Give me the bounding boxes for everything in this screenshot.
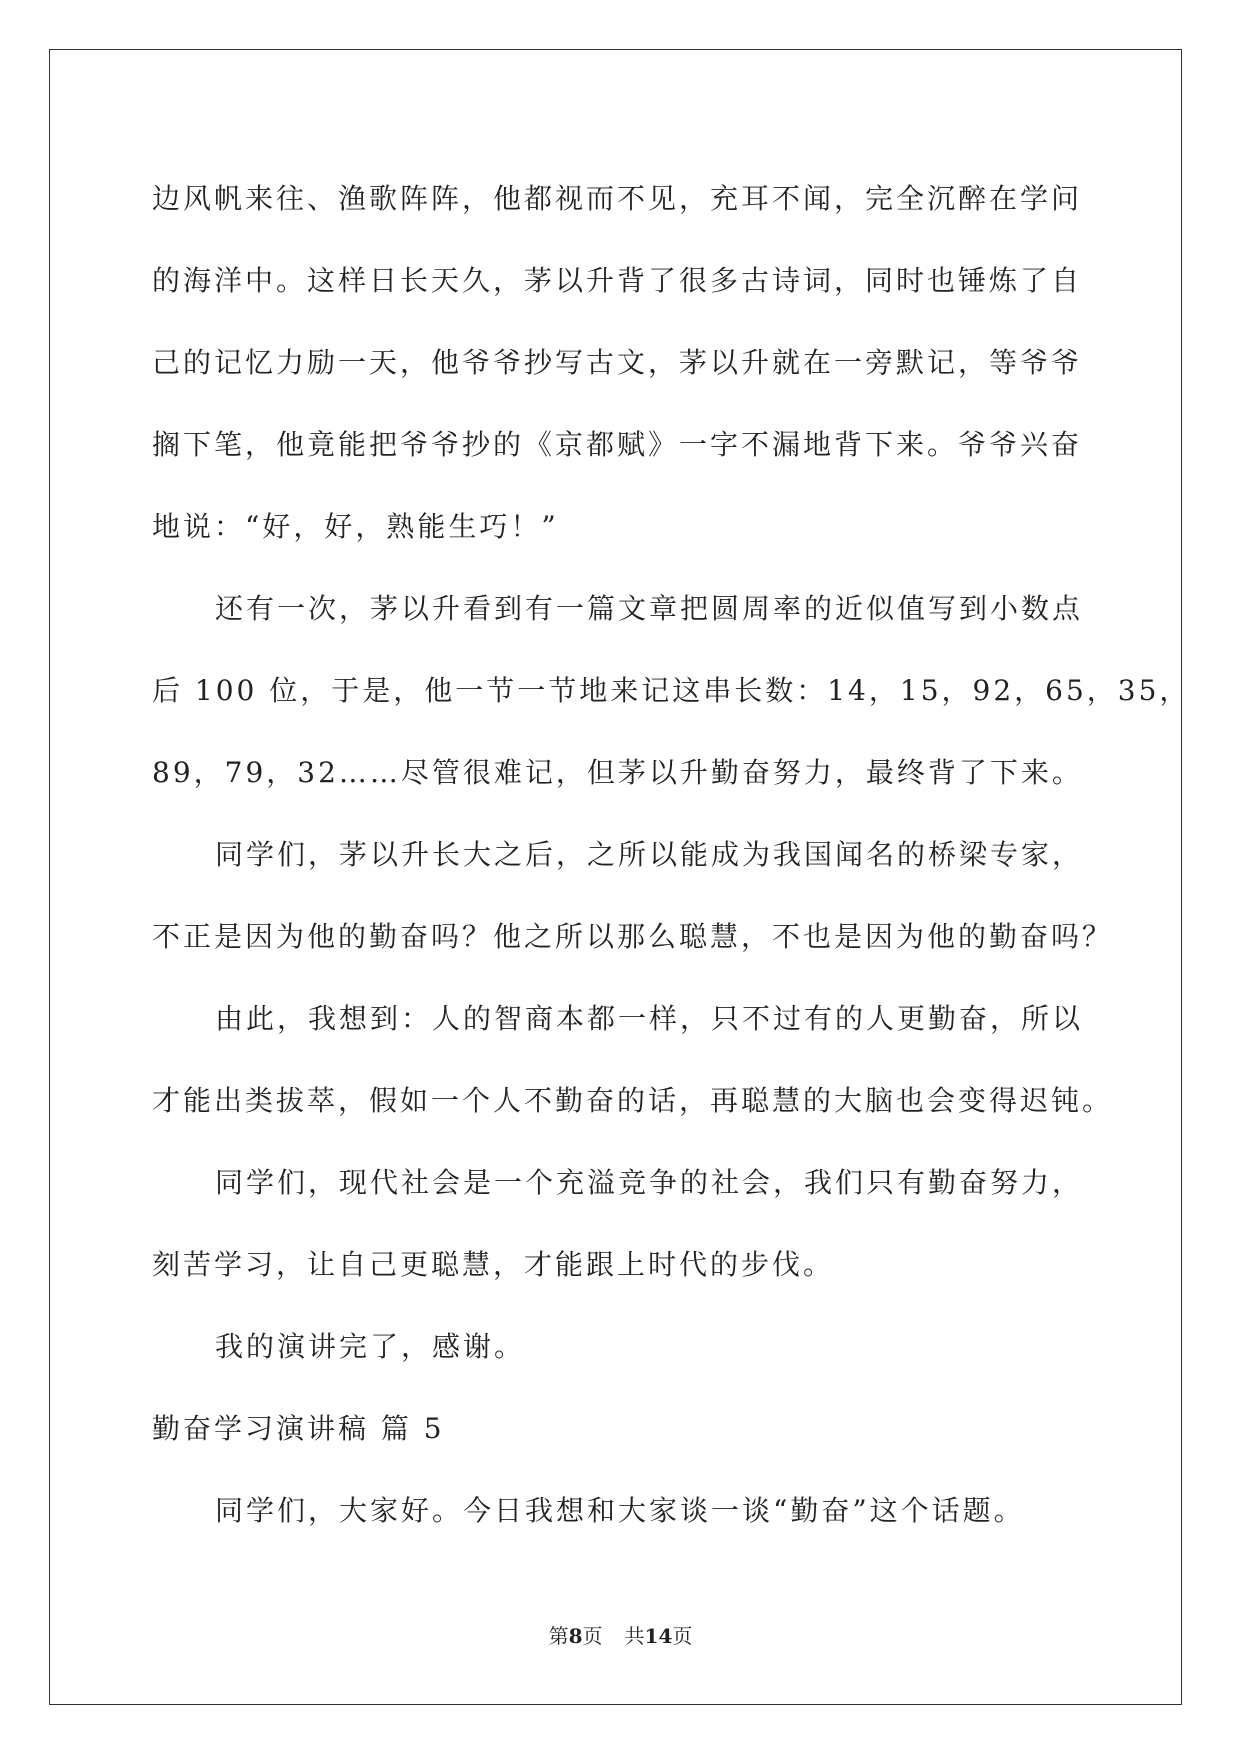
page-prefix: 第 bbox=[548, 1624, 569, 1648]
text-line-5: 地说：“好，好，熟能生巧！” bbox=[152, 510, 559, 543]
text-line-14: 刻苦学习，让自己更聪慧，才能跟上时代的步伐。 bbox=[152, 1248, 835, 1281]
text-line-12: 才能出类拔萃，假如一个人不勤奋的话，再聪慧的大脑也会变得迟钝。 bbox=[152, 1084, 1114, 1117]
text-line-2: 的海洋中。这样日长天久，茅以升背了很多古诗词，同时也锤炼了自 bbox=[152, 264, 1083, 297]
text-line-3: 己的记忆力励一天，他爷爷抄写古文，茅以升就在一旁默记，等爷爷 bbox=[152, 346, 1083, 379]
text-line-13: 同学们，现代社会是一个充溢竞争的社会，我们只有勤奋努力， bbox=[215, 1166, 1084, 1199]
page-total: 14 bbox=[644, 1624, 673, 1648]
text-line-9: 同学们，茅以升长大之后，之所以能成为我国闻名的桥梁专家， bbox=[215, 838, 1084, 871]
page-footer bbox=[0, 1620, 1241, 1649]
text-line-10: 不正是因为他的勤奋吗？他之所以那么聪慧，不也是因为他的勤奋吗？ bbox=[152, 920, 1114, 953]
text-line-1: 边风帆来往、渔歌阵阵，他都视而不见，充耳不闻，完全沉醉在学问 bbox=[152, 182, 1083, 215]
text-line-4: 搁下笔，他竟能把爷爷抄的《京都赋》一字不漏地背下来。爷爷兴奋 bbox=[152, 428, 1083, 461]
page-current: 8 bbox=[568, 1624, 583, 1648]
text-line-7: 后 100 位，于是，他一节一节地来记这串长数：14，15，92，65，35， bbox=[152, 674, 1191, 707]
text-line-8: 89，79，32……尽管很难记，但茅以升勤奋努力，最终背了下来。 bbox=[152, 756, 1083, 789]
total-suffix: 页 bbox=[672, 1624, 693, 1648]
text-line-6: 还有一次，茅以升看到有一篇文章把圆周率的近似值写到小数点 bbox=[215, 592, 1084, 625]
text-line-17: 同学们，大家好。今日我想和大家谈一谈“勤奋”这个话题。 bbox=[215, 1494, 1025, 1527]
page-suffix: 页 bbox=[582, 1624, 603, 1648]
text-line-15: 我的演讲完了，感谢。 bbox=[215, 1330, 526, 1363]
text-line-11: 由此，我想到：人的智商本都一样，只不过有的人更勤奋，所以 bbox=[215, 1002, 1084, 1035]
document-body bbox=[152, 158, 1191, 1552]
total-prefix: 共 bbox=[624, 1624, 645, 1648]
section-heading: 勤奋学习演讲稿 篇 5 bbox=[152, 1412, 445, 1445]
